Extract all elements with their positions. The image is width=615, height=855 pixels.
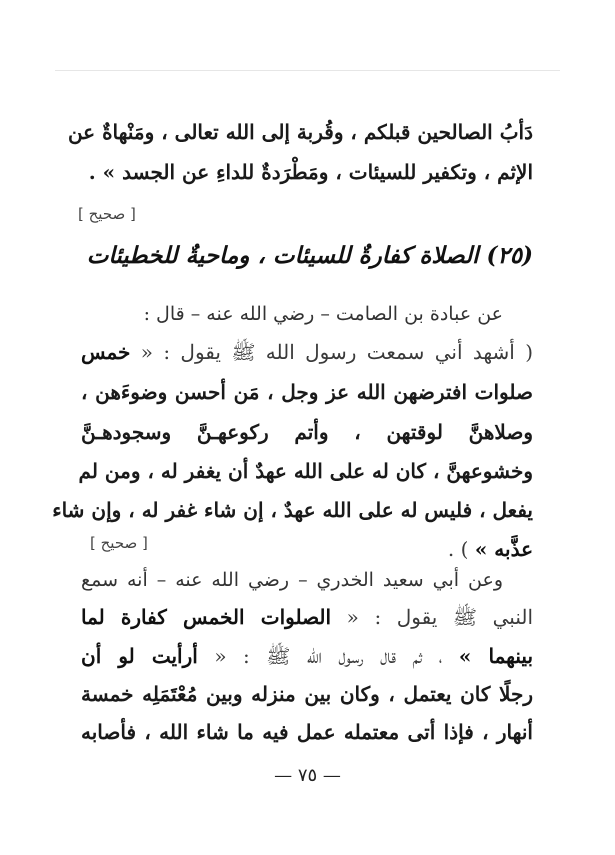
hadith-1-line-4: وصلاهنَّ لوقتهن ، وأتم ركوعهـنَّ وسجودهـنَّ [81, 420, 533, 444]
paragraph-top-line-2: الإثم ، وتكفير للسيئات ، ومَطْرَدةٌ للداءِ عن الجسد » . [88, 160, 533, 184]
hadith-1-narrator: عن عبادة بن الصامت – رضي الله عنه – قال : [143, 303, 503, 325]
hadith-2-line-3-intro: ، ثم قال رسول الله ﷺ : « [214, 644, 443, 668]
hadith-1-line-5: وخشوعهنَّ ، كان له على الله عهدٌ أن يغفر له ، ومن لم [78, 459, 533, 483]
top-rule [55, 70, 560, 71]
hadith-2-line-5: أنهار ، فإذا أتى معتمله عمل فيه ما شاء الله ، فأصابه [81, 720, 533, 744]
section-heading: (٢٥) الصلاة كفارةٌ للسيئات ، وماحيةٌ للخطيئات [86, 242, 533, 269]
hadith-1-line-7-close: ) . [447, 537, 469, 561]
grade-label-top: [ صحيح ] [78, 205, 136, 223]
hadith-2-line-3-text-b: أرأيت لو أن [81, 644, 198, 668]
hadith-2-line-2 [81, 603, 533, 631]
hadith-1-line-7-text: عذَّبه » [474, 537, 533, 561]
hadith-2-line-3-text-a: بينهما » [458, 644, 534, 668]
hadith-1-line-2-intro: ( أشهد أني سمعت رسول الله ﷺ يقول : « [140, 340, 534, 364]
paragraph-top-line-1: دَأبُ الصالحين قبلكم ، وقُربة إلى الله تعالى ، ومَنْهاةٌ عن [67, 120, 533, 144]
hadith-1-line-6: يفعل ، فليس له على الله عهدٌ ، إن شاء غفر له ، وإن شاء [52, 498, 533, 522]
hadith-1-line-3: صلوات افترضهن الله عز وجل ، مَن أحسن وضوءَهن ، [81, 380, 533, 404]
hadith-2-line-2-intro: النبي ﷺ يقول : « [346, 605, 534, 629]
page-number: — ٧٥ — [274, 765, 341, 786]
hadith-2-line-4: رجلًا كان يعتمل ، وكان بين منزله وبين مُعْتَمَلِه خمسة [81, 682, 533, 706]
hadith-2-line-2-text: الصلوات الخمس كفارة لما [81, 605, 332, 629]
hadith-1-line-7 [448, 535, 533, 563]
hadith-2-line-1: وعن أبي سعيد الخدري – رضي الله عنه – أنه سمع [81, 569, 503, 591]
hadith-1-line-2 [81, 338, 533, 366]
grade-label-hadith-1: [ صحيح ] [90, 534, 148, 552]
hadith-1-line-2-text: خمس [81, 340, 131, 364]
hadith-2-line-3 [81, 642, 533, 670]
